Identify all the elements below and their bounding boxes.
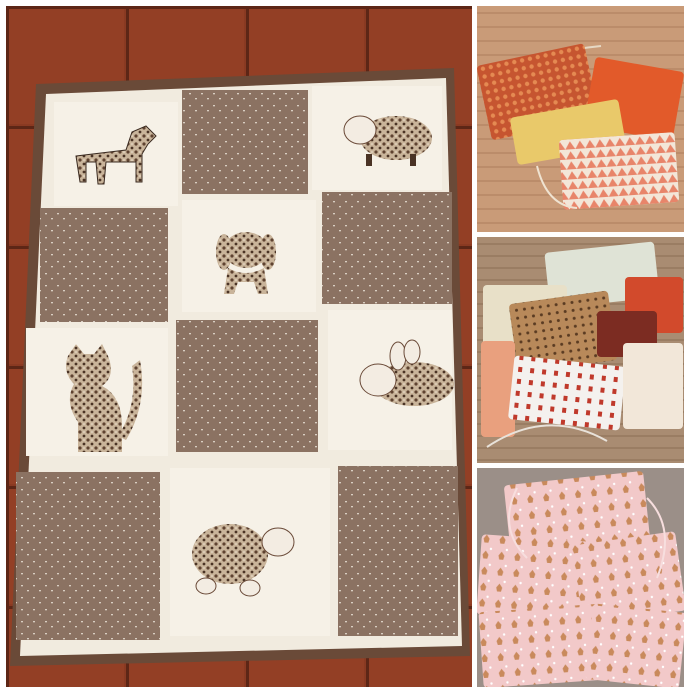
mask-triangles [559,132,680,210]
pink-masks-drawing [477,468,684,687]
quilt-block-dotted [176,320,318,452]
quilt-block-dotted [16,472,160,640]
mask-coral [481,341,515,437]
quilt-block-dotted [322,192,452,304]
quilt-photo-drawing [6,6,472,687]
pink-masks-photo [477,468,684,687]
quilt-block-dotted [40,208,168,322]
mask-cream [623,343,683,429]
quilt-photo [6,6,472,687]
masks-on-table-drawing [477,6,684,232]
mask-pink-fawn [585,603,684,687]
mask-pile-drawing [477,237,684,463]
quilt-block-dotted [338,466,458,636]
mask-cats [508,355,626,430]
quilt-block-dotted [182,90,308,194]
masks-on-table-photo [477,6,684,232]
mask-pile-photo [477,237,684,463]
mask-pink-fawn [478,604,603,687]
